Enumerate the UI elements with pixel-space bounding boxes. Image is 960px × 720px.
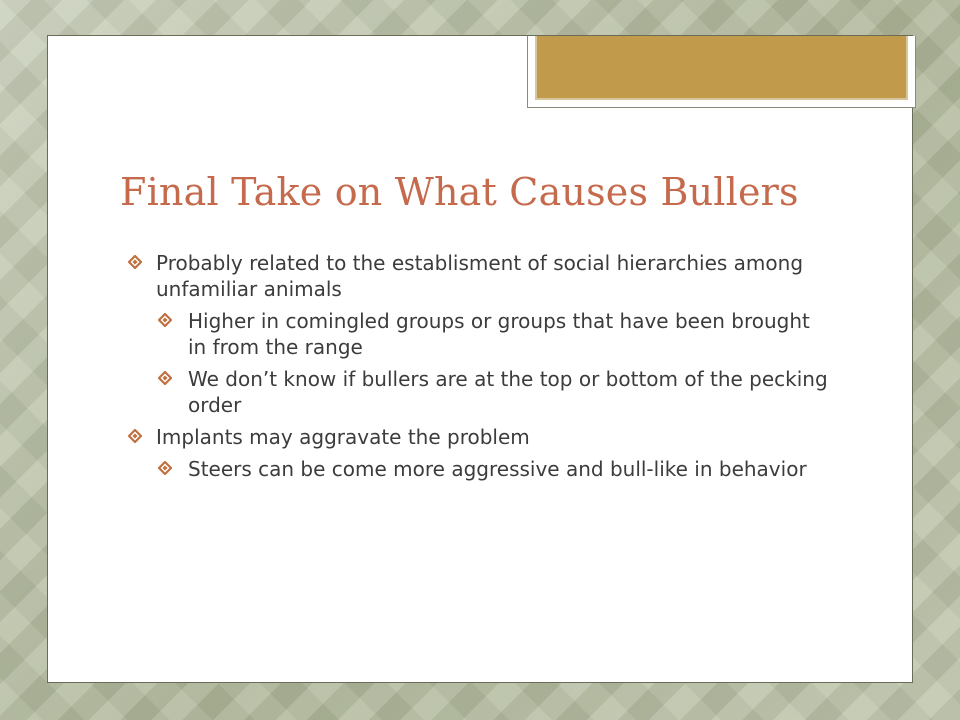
decorative-top-tab xyxy=(527,36,916,108)
diamond-bullet-icon xyxy=(158,461,172,475)
slide-title: Final Take on What Causes Bullers xyxy=(120,170,799,214)
bullet-text: Implants may aggravate the problem xyxy=(156,425,530,449)
diamond-bullet-icon xyxy=(158,313,172,327)
sub-bullet-text: Steers can be come more aggressive and bull-like in behavior xyxy=(188,457,807,481)
bullet-item xyxy=(128,424,828,450)
diamond-bullet-icon xyxy=(128,255,142,269)
bullet-item xyxy=(128,250,828,302)
sub-bullet-text: Higher in comingled groups or groups that have been brought in from the range xyxy=(188,309,810,359)
diamond-bullet-icon xyxy=(128,429,142,443)
sub-bullet-item xyxy=(158,308,828,360)
bullet-list xyxy=(128,250,828,488)
sub-bullet-text: We don’t know if bullers are at the top or bottom of the pecking order xyxy=(188,367,828,417)
diamond-bullet-icon xyxy=(158,371,172,385)
sub-bullet-item xyxy=(158,366,828,418)
bullet-text: Probably related to the establisment of social hierarchies among unfamiliar animals xyxy=(156,251,804,301)
decorative-tab-fill xyxy=(535,36,908,100)
sub-bullet-item xyxy=(158,456,828,482)
